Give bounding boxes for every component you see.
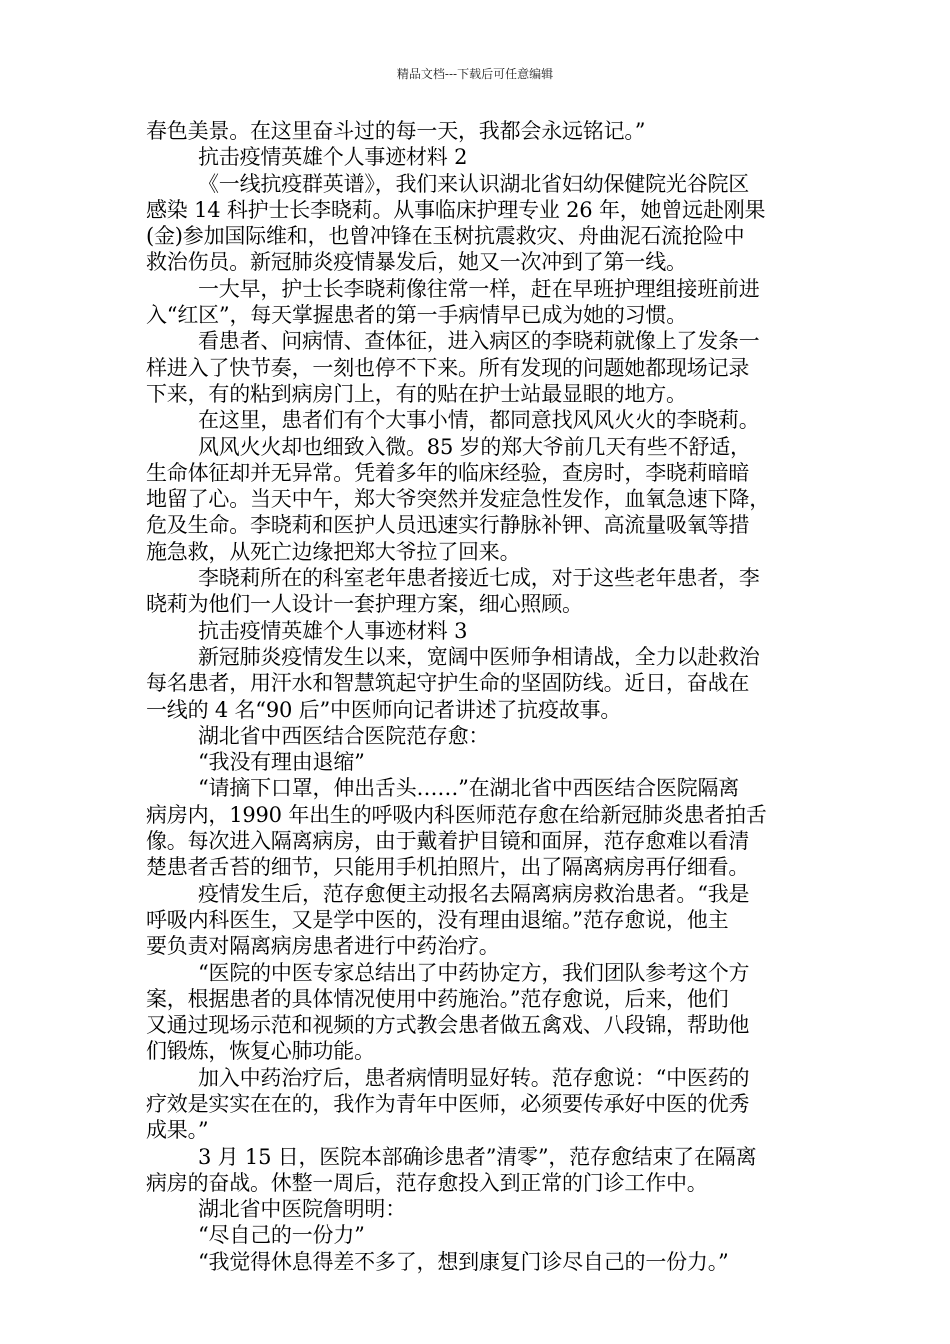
text-line: 入“红区”，每天掌握患者的第一手病情早已成为她的习惯。 <box>146 303 688 328</box>
text-line: 3 月 15 日，医院本部确诊患者”清零”，范存愈结束了在隔离 <box>198 1144 757 1169</box>
text-line: 感染 14 科护士长李晓莉。从事临床护理专业 26 年，她曾远赴刚果 <box>146 197 766 222</box>
text-line: 抗击疫情英雄个人事迹材料 2 <box>198 145 468 170</box>
text-line: 抗击疫情英雄个人事迹材料 3 <box>198 618 468 643</box>
text-line: 《一线抗疫群英谱》，我们来认识湖北省妇幼保健院光谷院区 <box>198 171 750 196</box>
text-line: 在这里，患者们有个大事小情，都同意找风风火火的李晓莉。 <box>198 408 760 433</box>
text-line: 病房的奋战。休整一周后，范存愈投入到正常的门诊工作中。 <box>146 1170 708 1195</box>
text-line: 春色美景。在这里奋斗过的每一天，我都会永远铭记。” <box>146 119 646 143</box>
text-line: 李晓莉所在的科室老年患者接近七成，对于这些老年患者，李 <box>198 566 760 591</box>
text-line: 一大早，护士长李晓莉像往常一样，赶在早班护理组接班前进 <box>198 276 760 301</box>
text-line: 生命体征却并无异常。凭着多年的临床经验，查房时，李晓莉暗暗 <box>146 460 750 485</box>
text-line: 施急救，从死亡边缘把郑大爷拉了回来。 <box>146 539 521 564</box>
text-line: 下来，有的粘到病房门上，有的贴在护士站最显眼的地方。 <box>146 381 687 406</box>
text-line: (金)参加国际维和，也曾冲锋在玉树抗震救灾、舟曲泥石流抢险中 <box>146 224 745 249</box>
text-line: 楚患者舌苔的细节，只能用手机拍照片，出了隔离病房再仔细看。 <box>146 855 750 880</box>
text-line: 晓莉为他们一人设计一套护理方案，细心照顾。 <box>146 592 583 617</box>
text-line: 湖北省中医院詹明明： <box>198 1197 406 1222</box>
text-line: 像。每次进入隔离病房，由于戴着护目镜和面屏，范存愈难以看清 <box>146 829 750 854</box>
text-line: 样进入了快节奏，一刻也停不下来。所有发现的问题她都现场记录 <box>146 355 750 380</box>
text-line: 地留了心。当天中午，郑大爷突然并发症急性发作，血氧急速下降， <box>146 487 770 512</box>
text-line: 救治伤员。新冠肺炎疫情暴发后，她又一次冲到了第一线。 <box>146 250 687 275</box>
text-line: 呼吸内科医生，又是学中医的，没有理由退缩。”范存愈说，他主 <box>146 907 729 932</box>
text-line: 疗效是实实在在的，我作为青年中医师，必须要传承好中医的优秀 <box>146 1091 750 1116</box>
text-line: 病房内，1990 年出生的呼吸内科医师范存愈在给新冠肺炎患者拍舌 <box>146 802 767 827</box>
text-line: “医院的中医专家总结出了中药协定方，我们团队参考这个方 <box>198 960 750 985</box>
text-line: “我觉得休息得差不多了，想到康复门诊尽自己的一份力。” <box>198 1249 729 1274</box>
text-line: 疫情发生后，范存愈便主动报名去隔离病房救治患者。“我是 <box>198 881 750 906</box>
text-line: 加入中药治疗后，患者病情明显好转。范存愈说：“中医药的 <box>198 1065 750 1090</box>
text-line: 风风火火却也细致入微。85 岁的郑大爷前几天有些不舒适， <box>198 434 751 459</box>
text-line: 们锻炼，恢复心肺功能。 <box>146 1039 375 1064</box>
text-line: 每名患者，用汗水和智慧筑起守护生命的坚固防线。近日，奋战在 <box>146 671 750 696</box>
text-line: 又通过现场示范和视频的方式教会患者做五禽戏、八段锦，帮助他 <box>146 1013 750 1038</box>
document-body <box>146 118 818 1275</box>
header-note: 精品文档---下载后可任意编辑 <box>396 67 554 81</box>
text-line: “我没有理由退缩” <box>198 750 365 775</box>
text-line: 危及生命。李晓莉和医护人员迅速实行静脉补钾、高流量吸氧等措 <box>146 513 750 538</box>
text-line: “尽自己的一份力” <box>198 1223 365 1248</box>
text-line: 要负责对隔离病房患者进行中药治疗。 <box>146 934 500 959</box>
text-line: 新冠肺炎疫情发生以来，宽阔中医师争相请战，全力以赴救治 <box>198 644 760 669</box>
text-line: 湖北省中西医结合医院范存愈： <box>198 723 490 748</box>
text-line: 成果。” <box>146 1118 209 1143</box>
text-line: 一线的 4 名“90 后”中医师向记者讲述了抗疫故事。 <box>146 697 622 722</box>
text-line: 看患者、问病情、查体征，进入病区的李晓莉就像上了发条一 <box>198 329 760 354</box>
text-line: “请摘下口罩，伸出舌头……”在湖北省中西医结合医院隔离 <box>198 776 740 801</box>
text-line: 案，根据患者的具体情况使用中药施治。”范存愈说，后来，他们 <box>146 986 729 1011</box>
